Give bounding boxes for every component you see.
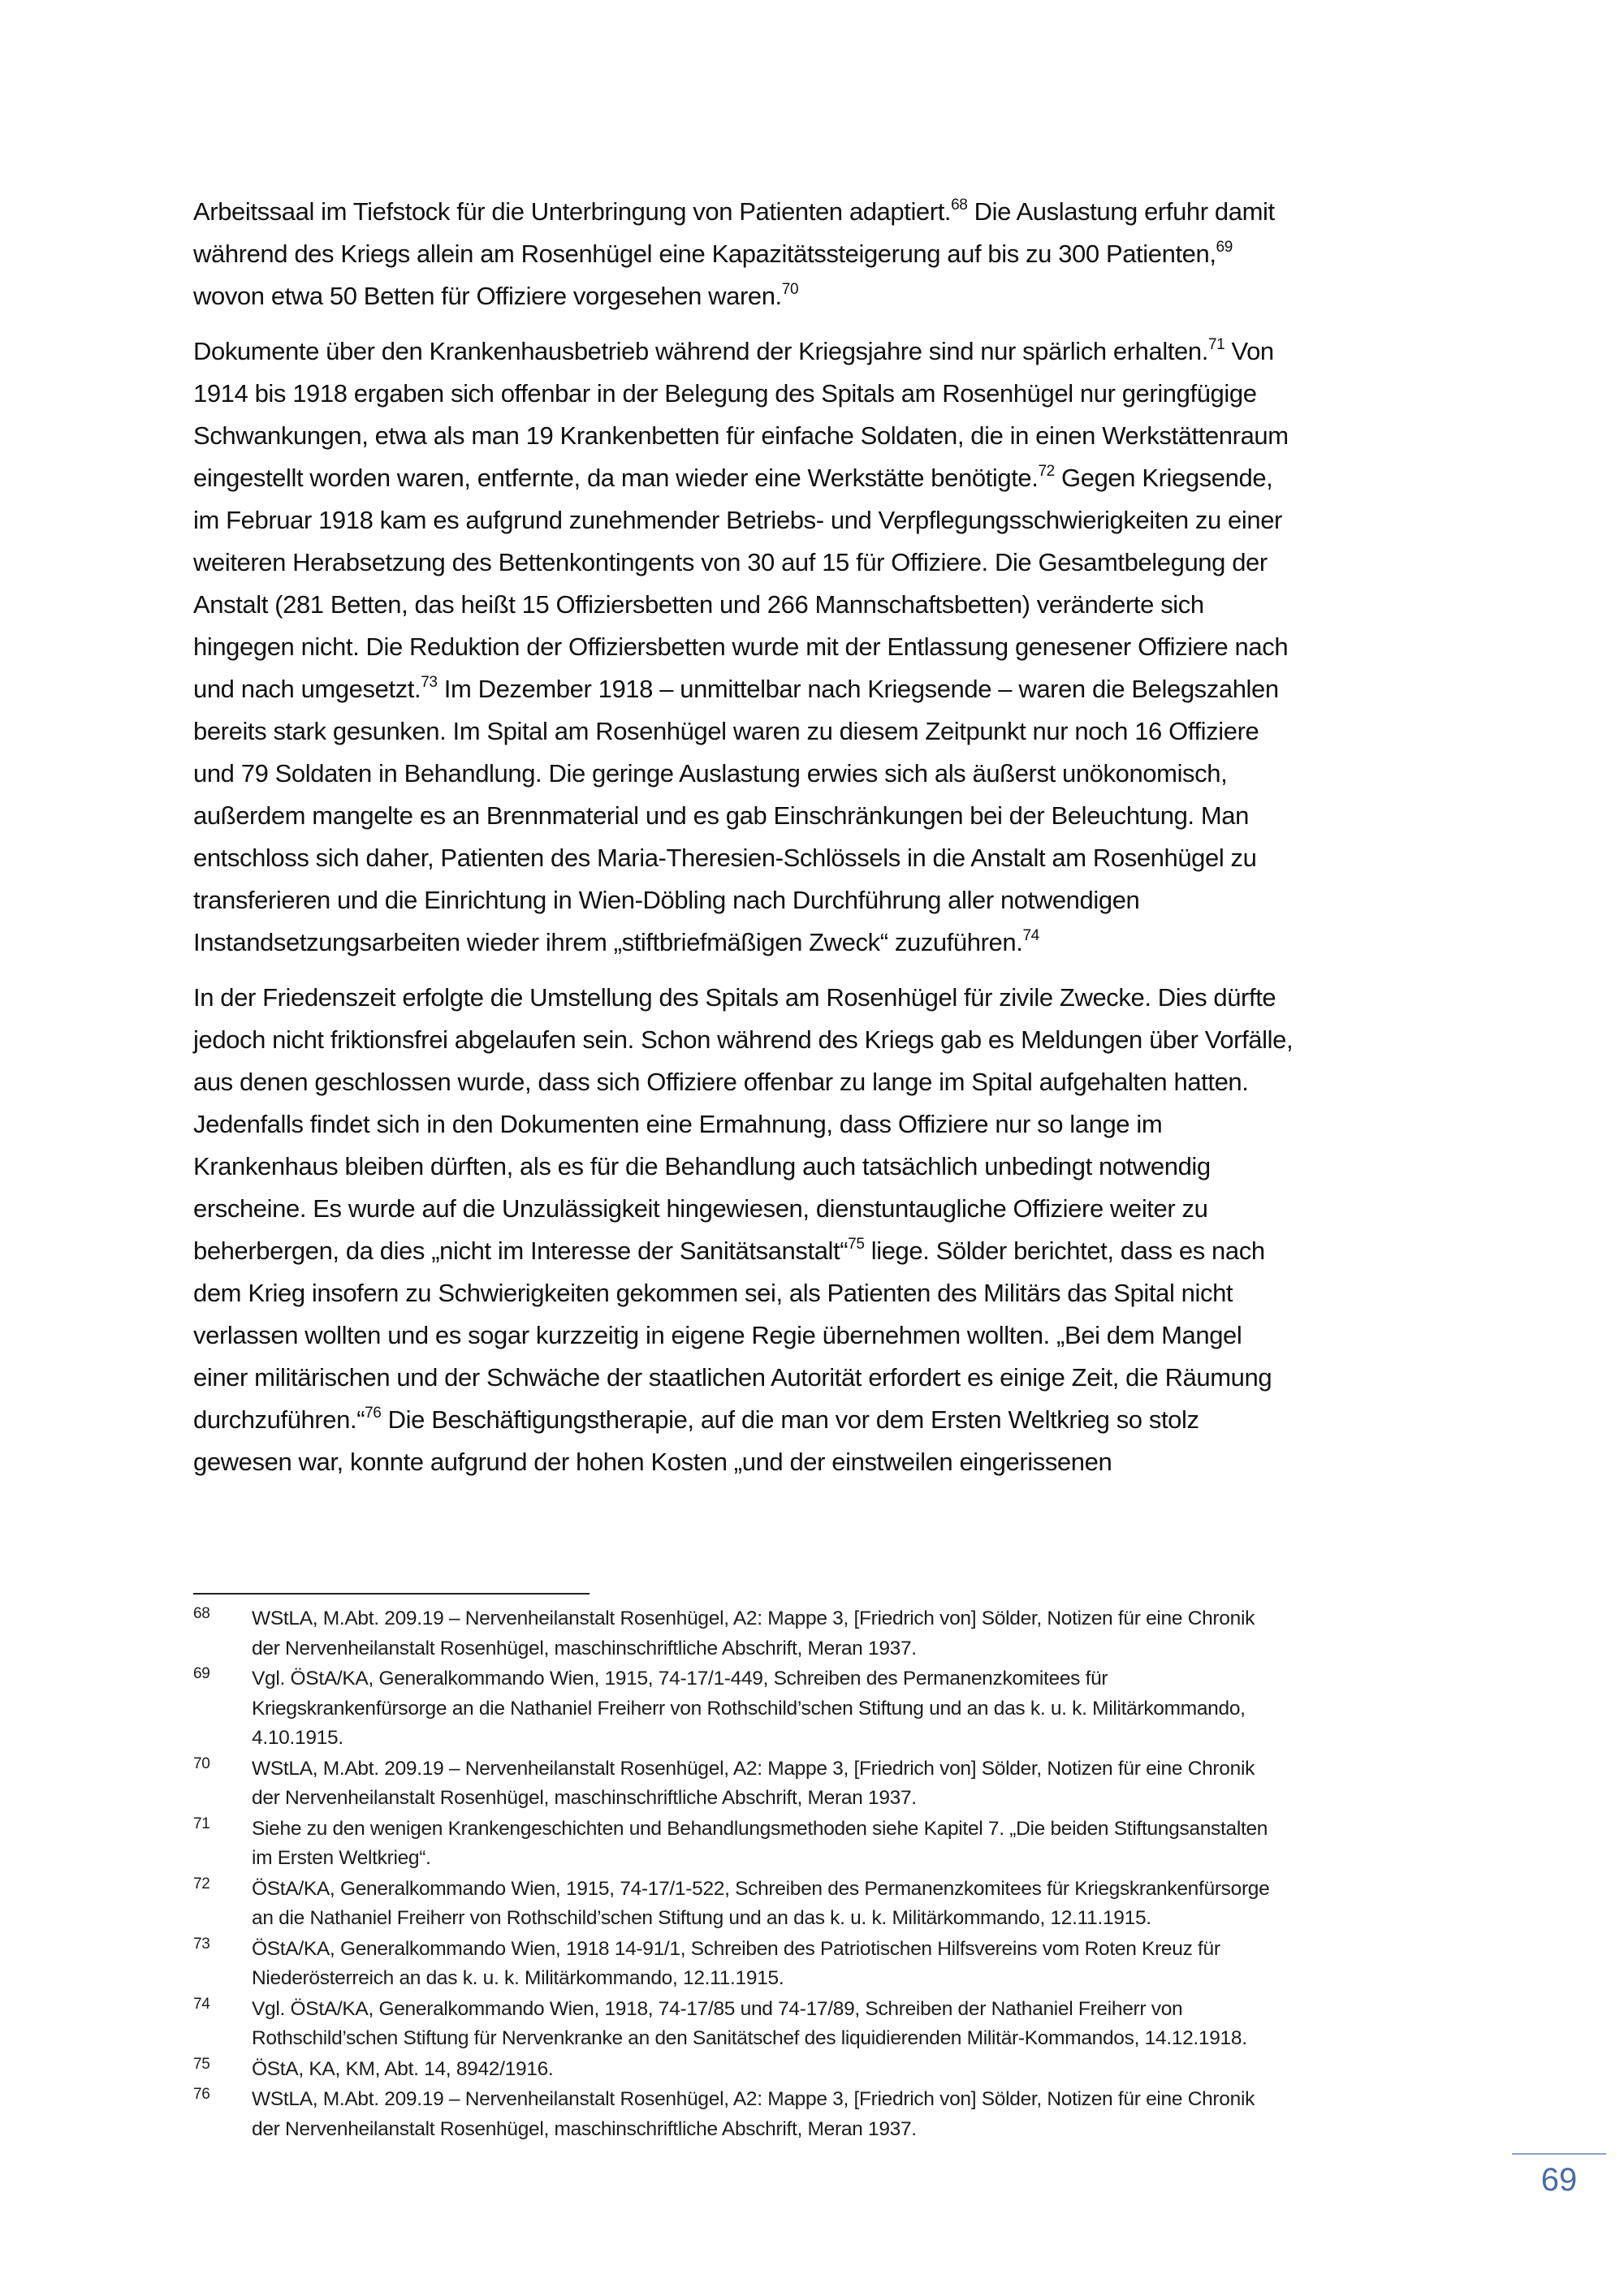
text-line bbox=[193, 542, 1444, 584]
text-line bbox=[193, 373, 1444, 415]
line-text: Anstalt (281 Betten, das heißt 15 Offiziersbetten und 266 Mannschaftsbetten) veränderte sich bbox=[193, 590, 1204, 619]
line-text: Jedenfalls findet sich in den Dokumenten eine Ermahnung, dass Offiziere nur so lange im bbox=[193, 1110, 1163, 1138]
footnote-text bbox=[252, 1754, 1460, 1814]
line-text: Arbeitssaal im Tiefstock für die Unterbringung von Patienten adaptiert. bbox=[193, 197, 952, 226]
line-text: Im Dezember 1918 – unmittelbar nach Kriegsende – waren die Belegszahlen bbox=[437, 675, 1279, 703]
footnote bbox=[193, 2085, 1460, 2144]
footnote-ref: 74 bbox=[1022, 927, 1039, 944]
line-text: durchzuführen.“ bbox=[193, 1405, 365, 1434]
line-text: beherbergen, da dies „nicht im Interesse der Sanitätsanstalt“ bbox=[193, 1236, 849, 1265]
body-text bbox=[193, 191, 1444, 1496]
paragraph bbox=[193, 191, 1444, 317]
text-line bbox=[193, 275, 1444, 317]
paragraph bbox=[193, 330, 1444, 964]
text-line bbox=[193, 626, 1444, 668]
line-text: im Februar 1918 kam es aufgrund zunehmender Betriebs- und Verpflegungsschwierigkeiten zu einer bbox=[193, 506, 1282, 534]
footnote-text bbox=[252, 1875, 1460, 1934]
line-text: eingestellt worden waren, entfernte, da man wieder eine Werkstätte benötigte. bbox=[193, 464, 1039, 492]
footnote-line: Kriegskrankenfürsorge an die Nathaniel Freiherr von Rothschild’schen Stiftung und an das k. u. k. Militärkommando, bbox=[252, 1697, 1246, 1720]
footnote-ref: 70 bbox=[781, 281, 799, 298]
footnote bbox=[193, 1935, 1460, 1994]
footnote-ref: 73 bbox=[421, 674, 438, 691]
footnote bbox=[193, 1875, 1460, 1934]
text-line bbox=[193, 1399, 1444, 1441]
footnote-line: 4.10.1915. bbox=[252, 1727, 343, 1749]
line-text: 1914 bis 1918 ergaben sich offenbar in der Belegung des Spitals am Rosenhügel nur geringfügige bbox=[193, 379, 1257, 408]
footnote-line: WStLA, M.Abt. 209.19 – Nervenheilanstalt Rosenhügel, A2: Mappe 3, [Friedrich von] Sölder, Notizen für eine Chronik bbox=[252, 1757, 1255, 1780]
footnote-line: Vgl. ÖStA/KA, Generalkommando Wien, 1915, 74-17/1-449, Schreiben des Permanenzkomitees für bbox=[252, 1668, 1108, 1690]
footnote-number: 73 bbox=[193, 1935, 210, 1953]
footnote-ref: 76 bbox=[365, 1405, 382, 1422]
footnote-line: WStLA, M.Abt. 209.19 – Nervenheilanstalt Rosenhügel, A2: Mappe 3, [Friedrich von] Sölder, Notizen für eine Chronik bbox=[252, 1608, 1255, 1629]
line-text: aus denen geschlossen wurde, dass sich Offiziere offenbar zu lange im Spital aufgehalten hatten. bbox=[193, 1068, 1249, 1096]
text-line bbox=[193, 795, 1444, 837]
text-line bbox=[193, 1230, 1444, 1272]
footnote-separator bbox=[193, 1593, 590, 1595]
footnote-number: 75 bbox=[193, 2055, 210, 2073]
text-line bbox=[193, 837, 1444, 879]
footnote bbox=[193, 1995, 1460, 2054]
line-text: außerdem mangelte es an Brennmaterial und es gab Einschränkungen bei der Beleuchtung. Man bbox=[193, 801, 1249, 830]
text-line bbox=[193, 457, 1444, 499]
text-line bbox=[193, 1146, 1444, 1188]
footnote-ref: 71 bbox=[1207, 336, 1225, 353]
text-line bbox=[193, 668, 1444, 710]
line-text: einer militärischen und der Schwäche der staatlichen Autorität erfordert es einige Zeit, die Räumung bbox=[193, 1363, 1272, 1392]
text-line bbox=[193, 415, 1444, 457]
footnote-line: ÖStA/KA, Generalkommando Wien, 1918 14-91/1, Schreiben des Patriotischen Hilfsvereins vom Roten Kreuz für bbox=[252, 1937, 1220, 1960]
text-line bbox=[193, 499, 1444, 542]
text-line bbox=[193, 191, 1444, 233]
line-text: Krankenhaus bleiben dürften, als es für die Behandlung auch tatsächlich unbedingt notwendig bbox=[193, 1152, 1211, 1180]
line-text: Dokumente über den Krankenhausbetrieb während der Kriegsjahre sind nur spärlich erhalten. bbox=[193, 337, 1208, 365]
line-text: bereits stark gesunken. Im Spital am Rosenhügel waren zu diesem Zeitpunkt nur noch 16 Offiziere bbox=[193, 717, 1259, 745]
footnote-text bbox=[252, 2085, 1460, 2144]
line-text: liege. Sölder berichtet, dass es nach bbox=[864, 1236, 1265, 1265]
text-line bbox=[193, 753, 1444, 795]
line-text: entschloss sich daher, Patienten des Maria-Theresien-Schlössels in die Anstalt am Rosenhügel zu bbox=[193, 844, 1257, 872]
line-text: Schwankungen, etwa als man 19 Krankenbetten für einfache Soldaten, die in einen Werkstättenraum bbox=[193, 421, 1289, 450]
text-line bbox=[193, 1061, 1444, 1103]
line-text: Die Beschäftigungstherapie, auf die man vor dem Ersten Weltkrieg so stolz bbox=[381, 1405, 1199, 1434]
line-text: gewesen war, konnte aufgrund der hohen Kosten „und der einstweilen eingerissenen bbox=[193, 1448, 1112, 1476]
text-line bbox=[193, 1019, 1444, 1061]
text-line bbox=[193, 977, 1444, 1019]
footnote-number: 71 bbox=[193, 1815, 210, 1832]
line-text: während des Kriegs allein am Rosenhügel eine Kapazitätssteigerung auf bis zu 300 Patienten, bbox=[193, 240, 1216, 268]
line-text: wovon etwa 50 Betten für Offiziere vorgesehen waren. bbox=[193, 282, 782, 310]
text-line bbox=[193, 1314, 1444, 1357]
line-text: jedoch nicht friktionsfrei abgelaufen sein. Schon während des Kriegs gab es Meldungen über Vorfälle, bbox=[193, 1025, 1294, 1054]
footnote-number: 76 bbox=[193, 2086, 210, 2103]
text-line bbox=[193, 233, 1444, 275]
footnote-ref: 72 bbox=[1038, 463, 1055, 480]
text-line bbox=[193, 921, 1444, 964]
text-line bbox=[193, 1103, 1444, 1146]
line-text: In der Friedenszeit erfolgte die Umstellung des Spitals am Rosenhügel für zivile Zwecke. Dies dürfte bbox=[193, 983, 1276, 1012]
page-number-rule bbox=[1512, 2153, 1606, 2155]
footnote-line: Siehe zu den wenigen Krankengeschichten und Behandlungsmethoden siehe Kapitel 7. „Die beiden Stiftungsanstalten bbox=[252, 1817, 1268, 1840]
footnote bbox=[193, 1604, 1460, 1664]
paragraph bbox=[193, 977, 1444, 1483]
footnote-line: Vgl. ÖStA/KA, Generalkommando Wien, 1918, 74-17/85 und 74-17/89, Schreiben der Nathaniel Freiherr von bbox=[252, 1997, 1183, 2020]
text-line bbox=[193, 710, 1444, 753]
footnote bbox=[193, 1815, 1460, 1874]
line-text: Instandsetzungsarbeiten wieder ihrem „stiftbriefmäßigen Zweck“ zuzuführen. bbox=[193, 928, 1023, 956]
footnote bbox=[193, 1664, 1460, 1754]
footnote-text bbox=[252, 2055, 1460, 2085]
footnote-text bbox=[252, 1995, 1460, 2054]
footnote bbox=[193, 1754, 1460, 1814]
footnote-ref: 75 bbox=[848, 1236, 865, 1253]
footnote-line: im Ersten Weltkrieg“. bbox=[252, 1847, 431, 1869]
page-number: 69 bbox=[1540, 2162, 1578, 2198]
footnote-text bbox=[252, 1815, 1460, 1874]
footnote-line: an die Nathaniel Freiherr von Rothschild’schen Stiftung und an das k. u. k. Militärkommando, 12.11.1915. bbox=[252, 1907, 1151, 1929]
text-line bbox=[193, 1441, 1444, 1483]
footnote-number: 74 bbox=[193, 1995, 210, 2013]
footnote-text bbox=[252, 1604, 1460, 1664]
line-text: transferieren und die Einrichtung in Wien-Döbling nach Durchführung aller notwendigen bbox=[193, 886, 1140, 914]
text-line bbox=[193, 1357, 1444, 1399]
footnote-text bbox=[252, 1664, 1460, 1754]
line-text: und nach umgesetzt. bbox=[193, 675, 421, 703]
line-text: Die Auslastung erfuhr damit bbox=[967, 197, 1275, 226]
line-text: erscheine. Es wurde auf die Unzulässigkeit hingewiesen, dienstuntaugliche Offiziere weiter zu bbox=[193, 1194, 1208, 1223]
line-text: weiteren Herabsetzung des Bettenkontingents von 30 auf 15 für Offiziere. Die Gesamtbelegung der bbox=[193, 548, 1268, 576]
footnote-line: ÖStA, KA, KM, Abt. 14, 8942/1916. bbox=[252, 2057, 554, 2080]
footnote-line: Niederösterreich an das k. u. k. Militärkommando, 12.11.1915. bbox=[252, 1967, 784, 1989]
footnote-number: 70 bbox=[193, 1754, 210, 1772]
footnote-text bbox=[252, 1935, 1460, 1994]
text-line bbox=[193, 584, 1444, 626]
footnote-line: ÖStA/KA, Generalkommando Wien, 1915, 74-17/1-522, Schreiben des Permanenzkomitees für Kriegskrankenfürsorge bbox=[252, 1877, 1270, 1900]
footnote-ref: 69 bbox=[1216, 239, 1233, 256]
footnotes bbox=[193, 1604, 1460, 2145]
text-line bbox=[193, 1188, 1444, 1230]
line-text: verlassen wollten und es sogar kurzzeitig in eigene Regie übernehmen wollten. „Bei dem Mangel bbox=[193, 1321, 1242, 1349]
footnote-line: der Nervenheilanstalt Rosenhügel, maschinschriftliche Abschrift, Meran 1937. bbox=[252, 1787, 917, 1809]
line-text: und 79 Soldaten in Behandlung. Die geringe Auslastung erwies sich als äußerst unökonomisch, bbox=[193, 759, 1228, 788]
footnote-ref: 68 bbox=[951, 196, 968, 214]
line-text: dem Krieg insofern zu Schwierigkeiten gekommen sei, als Patienten des Militärs das Spital nicht bbox=[193, 1279, 1233, 1307]
footnote-number: 68 bbox=[193, 1605, 210, 1622]
line-text: hingegen nicht. Die Reduktion der Offiziersbetten wurde mit der Entlassung genesener Offiziere nach bbox=[193, 632, 1289, 661]
footnote-number: 72 bbox=[193, 1875, 210, 1892]
footnote-line: WStLA, M.Abt. 209.19 – Nervenheilanstalt Rosenhügel, A2: Mappe 3, [Friedrich von] Sölder, Notizen für eine Chronik bbox=[252, 2088, 1255, 2110]
footnote-number: 69 bbox=[193, 1665, 210, 1682]
footnote-line: der Nervenheilanstalt Rosenhügel, maschinschriftliche Abschrift, Meran 1937. bbox=[252, 2117, 917, 2140]
text-line bbox=[193, 1272, 1444, 1314]
footnote-line: der Nervenheilanstalt Rosenhügel, maschinschriftliche Abschrift, Meran 1937. bbox=[252, 1637, 917, 1659]
footnote bbox=[193, 2055, 1460, 2085]
footnote-line: Rothschild’schen Stiftung für Nervenkranke an den Sanitätschef des liquidierenden Militär-Kommandos, 14.12.1918. bbox=[252, 2027, 1247, 2049]
line-text: Gegen Kriegsende, bbox=[1054, 464, 1273, 492]
line-text: Von bbox=[1224, 337, 1274, 365]
text-line bbox=[193, 330, 1444, 373]
text-line bbox=[193, 879, 1444, 921]
